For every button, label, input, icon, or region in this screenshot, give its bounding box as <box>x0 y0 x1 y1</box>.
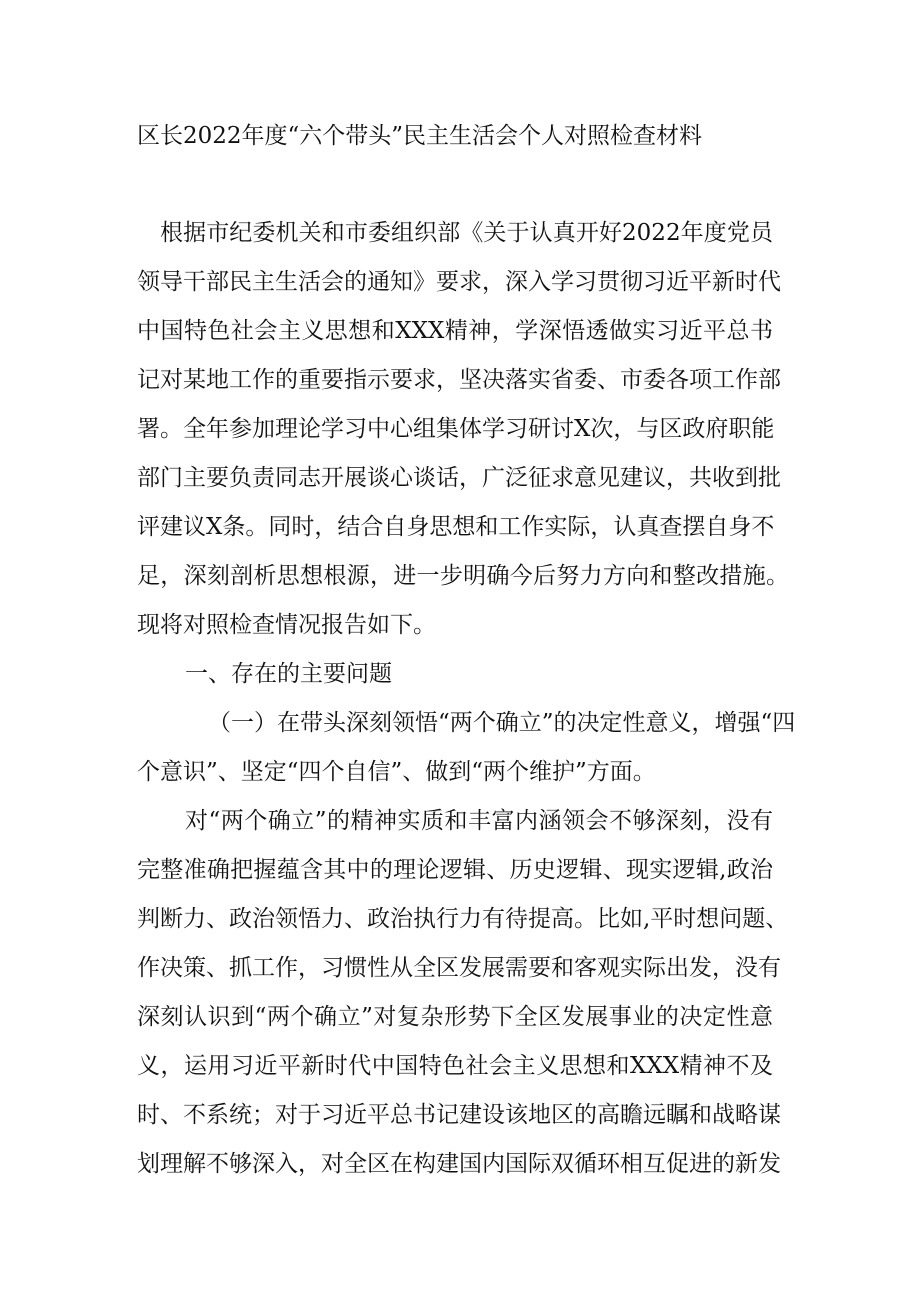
body-line: 义，运用习近平新时代中国特色社会主义思想和XXX精神不及 <box>137 1053 773 1079</box>
intro-line: 根据市纪委机关和市委组织部《关于认真开好2022年度党员 <box>160 220 773 246</box>
body-line: 作决策、抓工作，习惯性从全区发展需要和客观实际出发，没有 <box>137 955 781 981</box>
intro-line: 现将对照检查情况报告如下。 <box>137 612 436 638</box>
body-line: 对“两个确立”的精神实质和丰富内涵领会不够深刻，没有 <box>185 808 773 834</box>
document-title: 区长2022年度“六个带头”民主生活会个人对照检查材料 <box>137 123 703 149</box>
intro-line: 领导干部民主生活会的通知》要求，深入学习贯彻习近平新时代 <box>137 269 781 295</box>
intro-line: 部门主要负责同志开展谈心谈话，广泛征求意见建议，共收到批 <box>137 465 781 491</box>
section-heading: 一、存在的主要问题 <box>185 661 392 687</box>
subsection-heading-line: （一）在带头深刻领悟“两个确立”的决定性意义，增强“四 <box>208 710 796 736</box>
subsection-heading-line: 个意识”、坚定“四个自信”、做到“两个维护”方面。 <box>137 759 656 785</box>
body-line: 深刻认识到“两个确立”对复杂形势下全区发展事业的决定性意 <box>137 1004 773 1030</box>
intro-line: 评建议X条。同时，结合自身思想和工作实际，认真查摆自身不 <box>137 514 775 540</box>
body-line: 完整准确把握蕴含其中的理论逻辑、历史逻辑、现实逻辑,政治 <box>137 857 773 883</box>
intro-line: 署。全年参加理论学习中心组集体学习研讨X次，与区政府职能 <box>137 416 775 442</box>
intro-line: 记对某地工作的重要指示要求，坚决落实省委、市委各项工作部 <box>137 367 781 393</box>
body-line: 划理解不够深入，对全区在构建国内国际双循环相互促进的新发 <box>137 1151 781 1177</box>
body-line: 判断力、政治领悟力、政治执行力有待提高。比如,平时想问题、 <box>137 906 789 932</box>
intro-line: 中国特色社会主义思想和XXX精神，学深悟透做实习近平总书 <box>137 318 773 344</box>
intro-line: 足，深刻剖析思想根源，进一步明确今后努力方向和整改措施。 <box>137 563 789 589</box>
body-line: 时、不系统；对于习近平总书记建设该地区的高瞻远瞩和战略谋 <box>137 1102 781 1128</box>
